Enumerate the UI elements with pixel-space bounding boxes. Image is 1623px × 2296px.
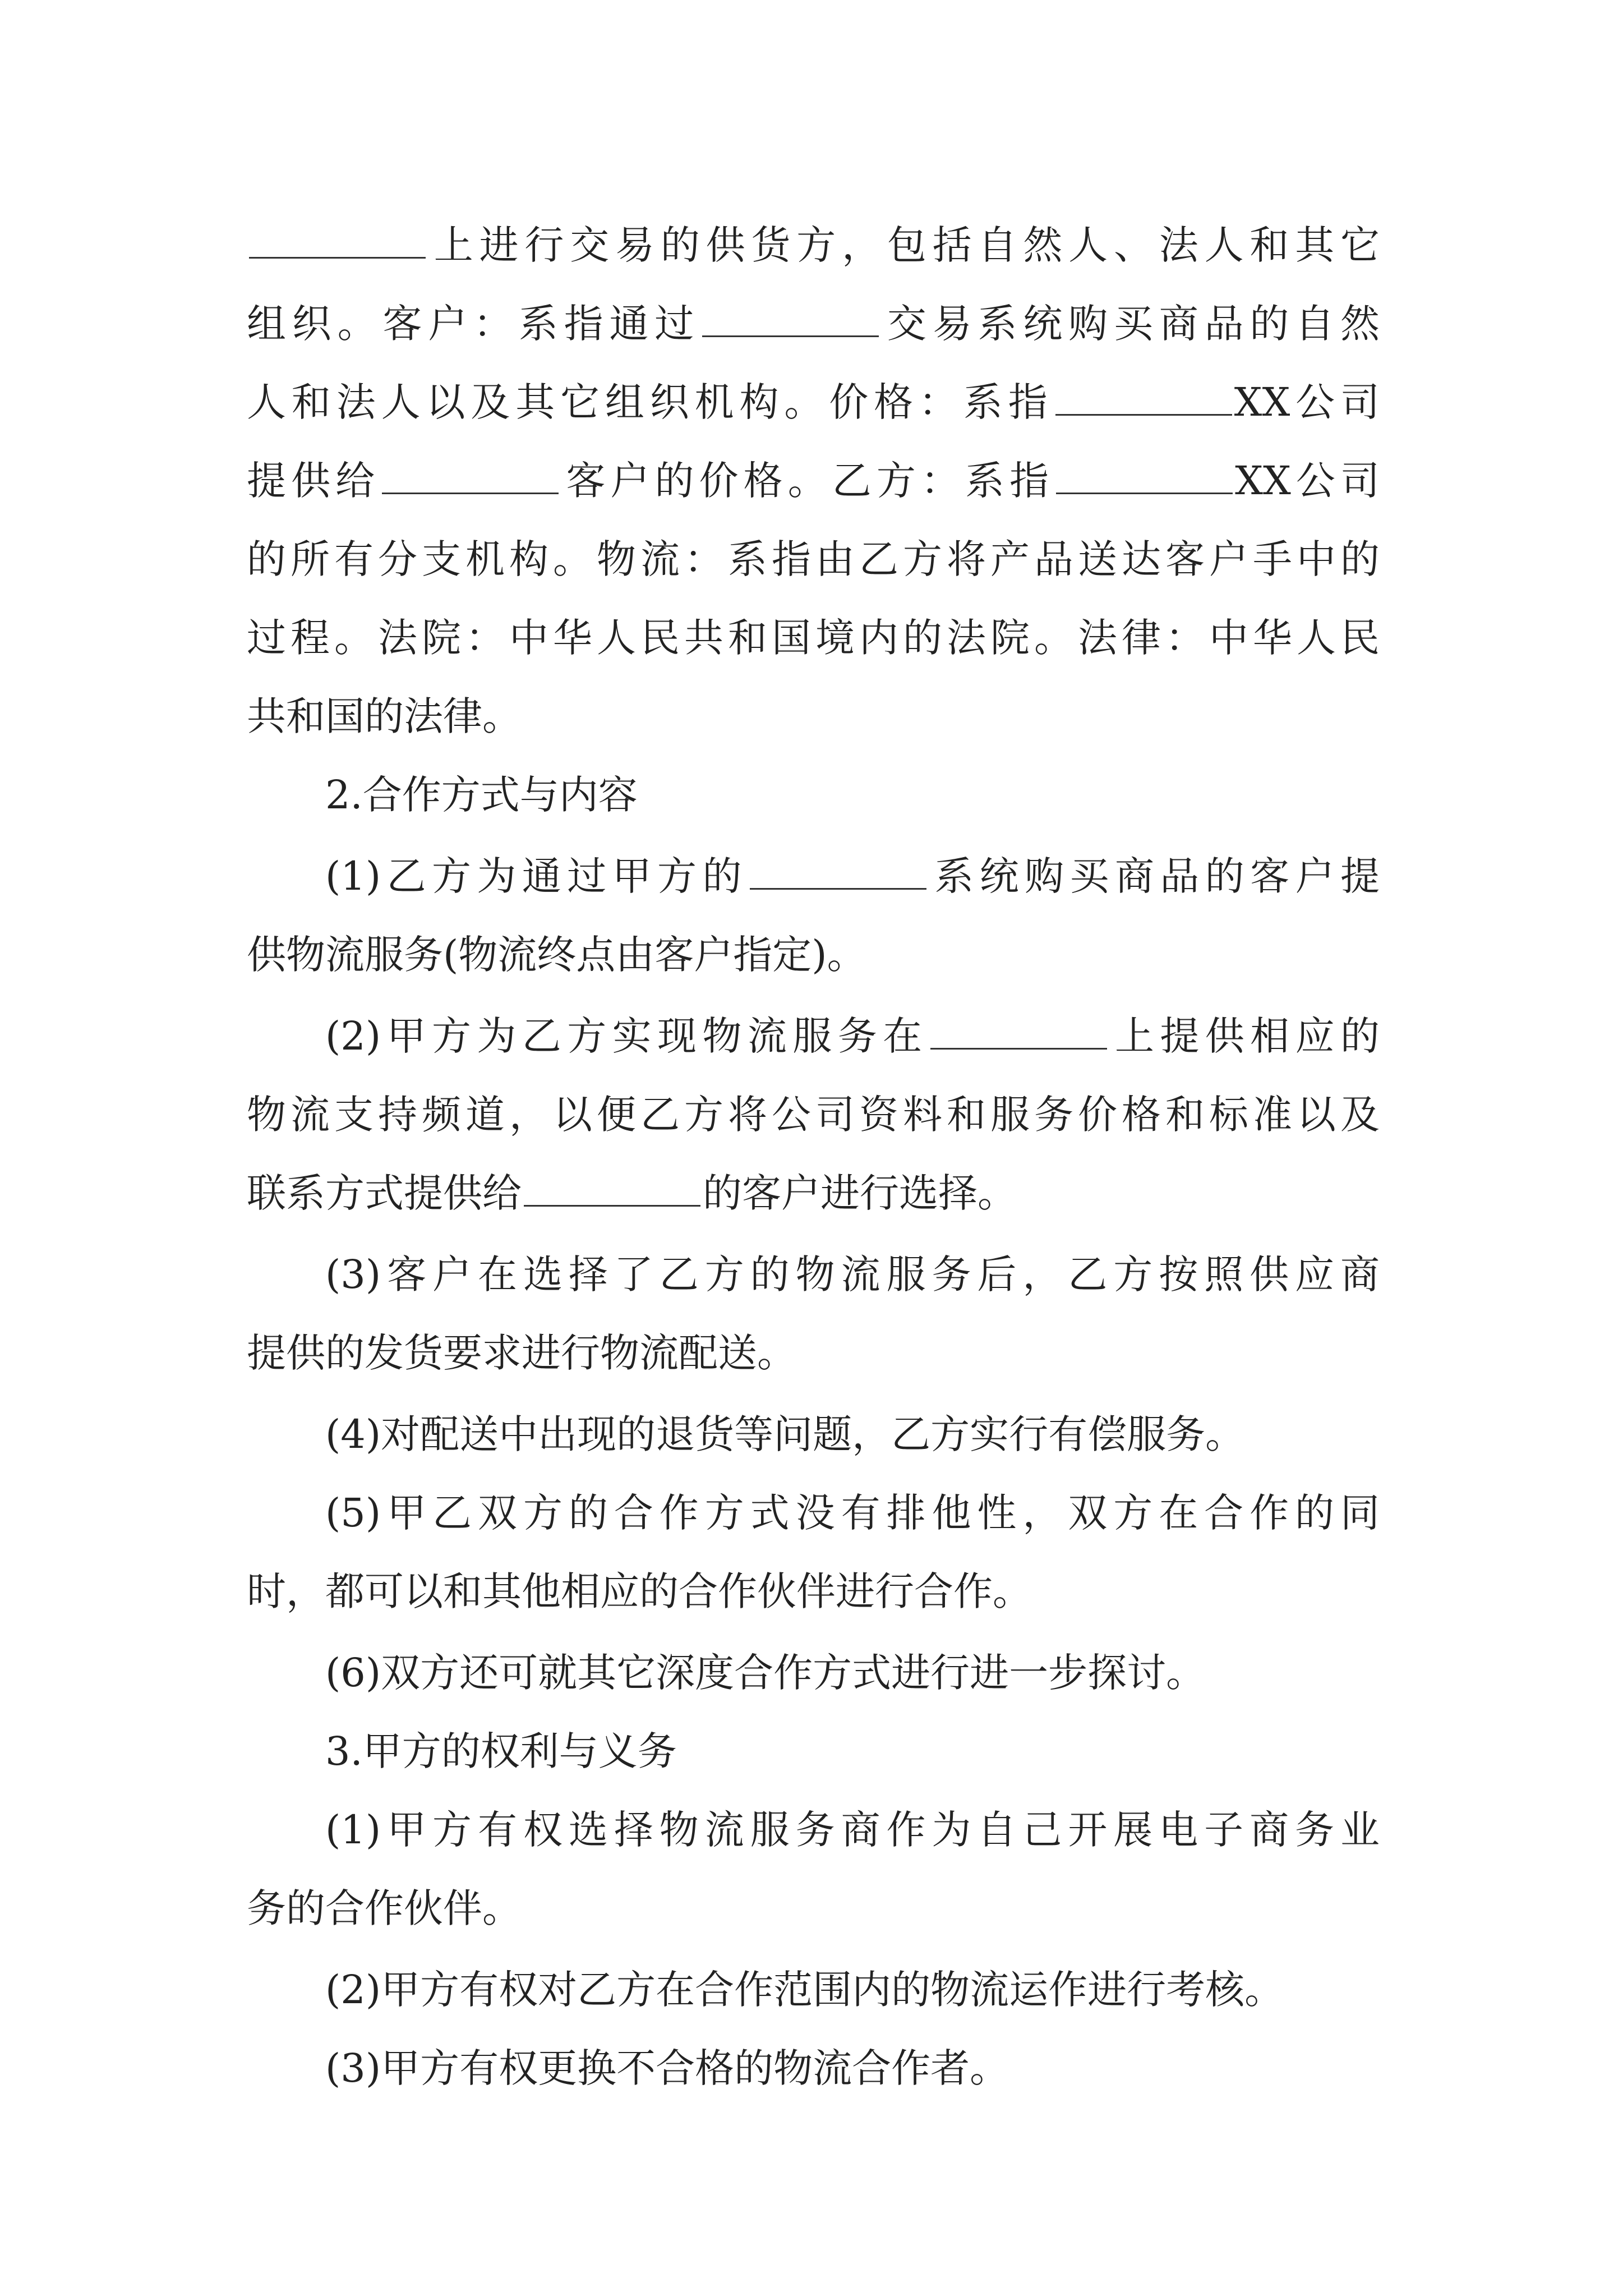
fill-in-blank xyxy=(1055,380,1232,416)
text-segment: 时，都可以和其他相应的合作伙伴进行合作。 xyxy=(247,1568,1032,1614)
text-segment: 交易系统购买商品的自然 xyxy=(881,301,1380,347)
text-segment: 组织。客户：系指通过 xyxy=(247,301,700,347)
text-segment: 联系方式提供给 xyxy=(247,1170,522,1216)
text-segment: (1)乙方为通过甲方的 xyxy=(325,853,748,899)
text-line xyxy=(247,2022,1380,2115)
text-segment: 客户的价格。乙方：系指 xyxy=(561,458,1054,504)
fill-in-blank xyxy=(1056,459,1233,494)
text-segment: 供物流服务(物流终点由客户指定)。 xyxy=(247,932,866,978)
text-segment: 物流支持频道，以便乙方将公司资料和服务价格和标准以及 xyxy=(247,1092,1380,1138)
text-segment: 的客户进行选择。 xyxy=(703,1170,1017,1216)
text-segment: (3)客户在选择了乙方的物流服务后，乙方按照供应商 xyxy=(325,1251,1380,1297)
text-segment: (6)双方还可就其它深度合作方式进行进一步探讨。 xyxy=(325,1650,1206,1696)
text-segment: 人和法人以及其它组织机构。价格：系指 xyxy=(247,379,1053,425)
text-segment: (2)甲方为乙方实现物流服务在 xyxy=(325,1013,928,1059)
text-line xyxy=(247,1862,1380,1955)
text-segment: 上提供相应的 xyxy=(1109,1013,1380,1059)
text-segment: 的所有分支机构。物流：系指由乙方将产品送达客户手中的 xyxy=(247,536,1380,582)
text-segment: 过程。法院：中华人民共和国境内的法院。法律：中华人民 xyxy=(247,615,1380,661)
text-segment: 共和国的法律。 xyxy=(247,693,522,739)
text-segment: 3.甲方的权利与义务 xyxy=(325,1728,677,1774)
text-segment: (3)甲方有权更换不合格的物流合作者。 xyxy=(325,2045,1009,2091)
text-segment: 上进行交易的供货方，包括自然人、法人和其它 xyxy=(428,222,1380,268)
text-line xyxy=(247,1147,1380,1240)
text-segment: (5)甲乙双方的合作方式没有排他性，双方在合作的同 xyxy=(325,1490,1380,1536)
fill-in-blank xyxy=(524,1171,700,1207)
text-line xyxy=(247,909,1380,1001)
text-segment: 2.合作方式与内容 xyxy=(325,772,638,818)
text-segment: 提供的发货要求进行物流配送。 xyxy=(247,1330,796,1376)
text-segment: 务的合作伙伴。 xyxy=(247,1885,522,1931)
text-line xyxy=(247,1307,1380,1400)
fill-in-blank xyxy=(930,1014,1107,1050)
text-segment: 系统购买商品的客户提 xyxy=(928,853,1380,899)
fill-in-blank xyxy=(750,854,926,890)
text-line xyxy=(247,1545,1380,1638)
text-segment: (1)甲方有权选择物流服务商作为自己开展电子商务业 xyxy=(325,1807,1380,1853)
fill-in-blank xyxy=(382,459,559,494)
fill-in-blank xyxy=(702,302,879,337)
text-segment: 提供给 xyxy=(247,458,380,504)
text-segment: (2)甲方有权对乙方在合作范围内的物流运作进行考核。 xyxy=(325,1967,1284,2013)
fill-in-blank xyxy=(249,223,426,259)
section-heading xyxy=(247,749,1380,841)
text-segment: (4)对配送中出现的退货等问题，乙方实行有偿服务。 xyxy=(325,1411,1245,1457)
text-segment: XX公司 xyxy=(1235,458,1380,504)
text-segment: XX公司 xyxy=(1234,379,1380,425)
